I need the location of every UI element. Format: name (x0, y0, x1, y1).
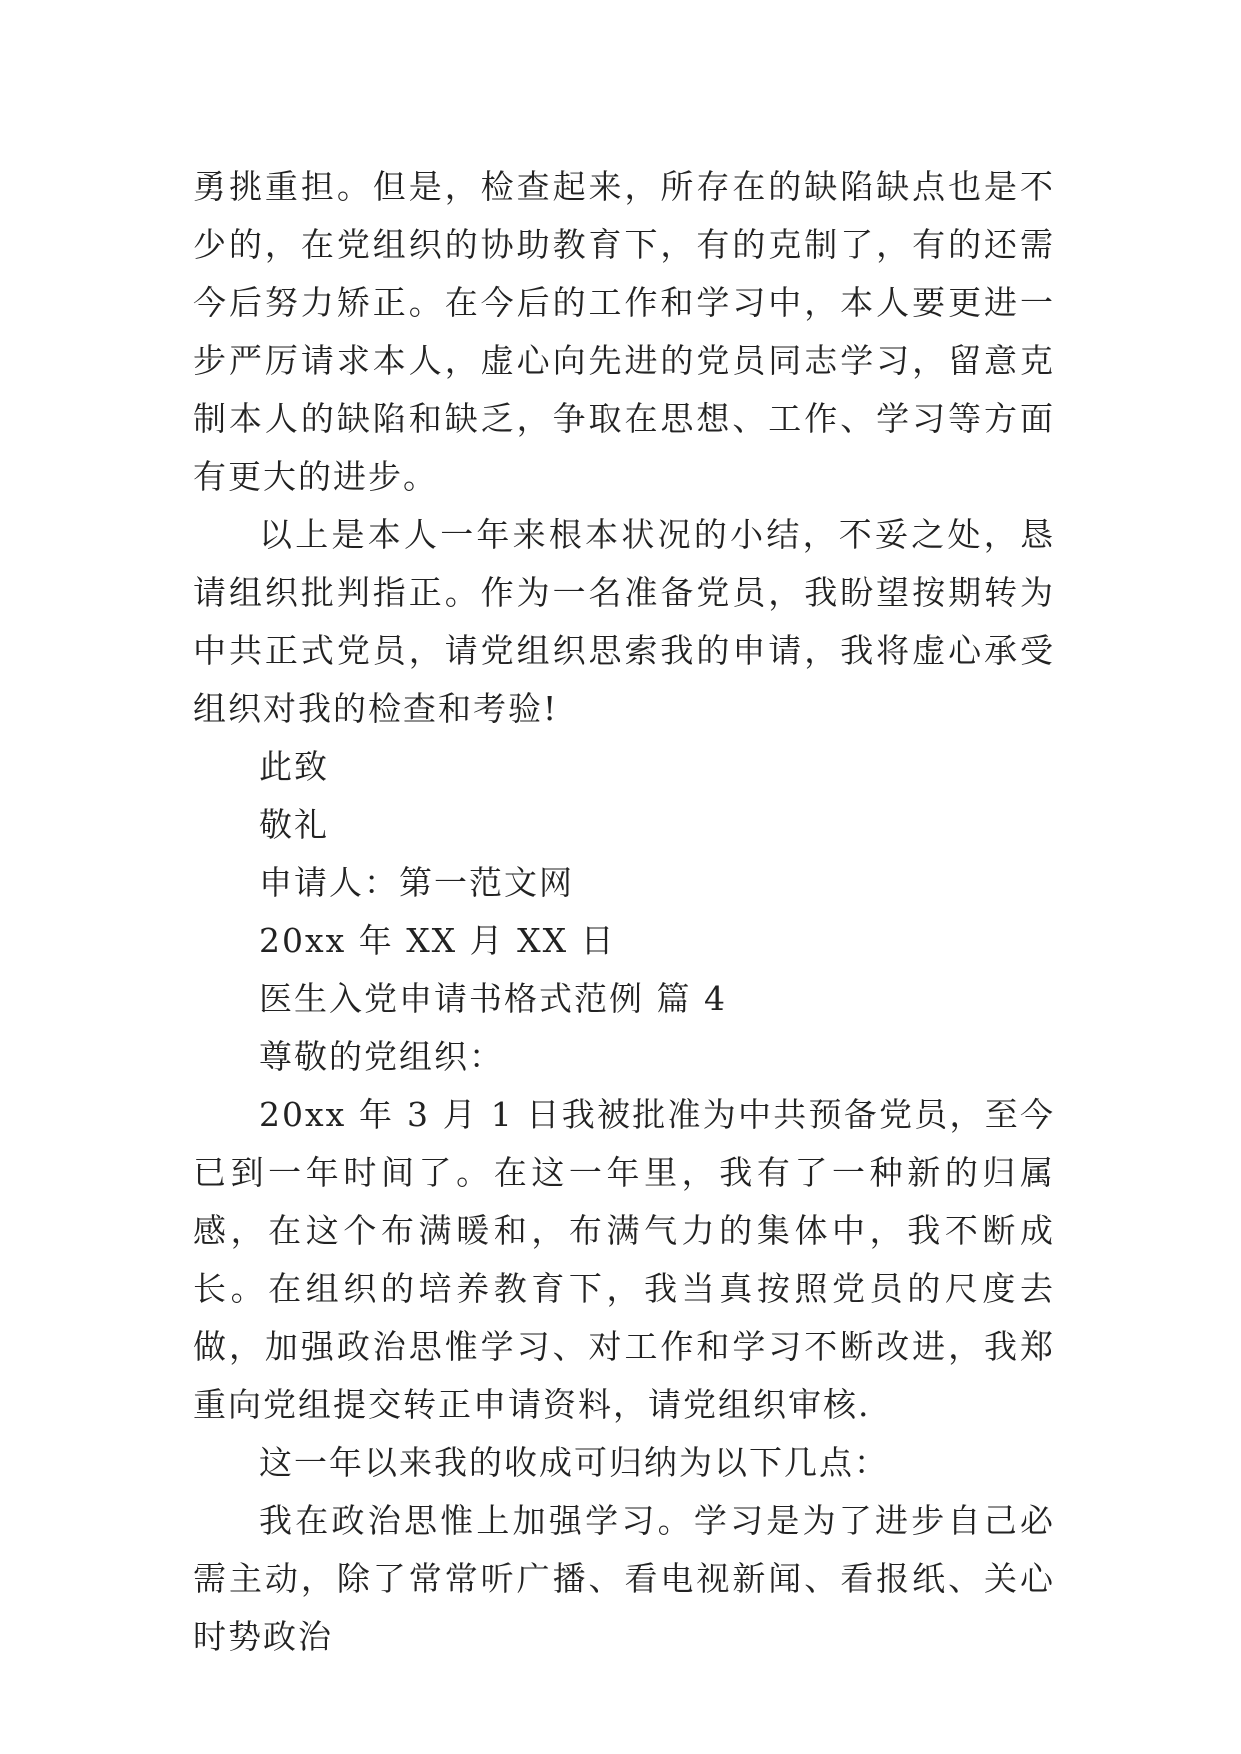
paragraph-political-study: 我在政治思惟上加强学习。学习是为了进步自己必需主动，除了常常听广播、看电视新闻、看报纸、关心时势政治 (193, 1501, 1055, 1656)
greeting: 尊敬的党组织： (259, 1037, 504, 1076)
paragraph-gains-intro: 这一年以来我的收成可归纳为以下几点： (259, 1443, 889, 1482)
paragraph-intro: 20xx 年 3 月 1 日我被批准为中共预备党员，至今已到一年时间了。在这一年里，我有了一种新的归属感，在这个布满暖和，布满气力的集体中，我不断成长。在组织的培养教育下，我当真按照党员的尺度去做，加强政治思惟学习、对工作和学习不断改进，我郑重向党组提交转正申请资料，请党组织审核. (193, 1095, 1055, 1424)
document-body (193, 158, 1055, 1666)
section-title: 医生入党申请书格式范例 篇 4 (259, 979, 727, 1018)
closing-salutation-1: 此致 (259, 747, 329, 786)
applicant-signature: 申请人：第一范文网 (259, 863, 574, 902)
date-line: 20xx 年 XX 月 XX 日 (259, 921, 616, 960)
paragraph-summary: 以上是本人一年来根本状况的小结，不妥之处，恳请组织批判指正。作为一名准备党员，我盼望按期转为中共正式党员，请党组织思索我的申请，我将虚心承受组织对我的检查和考验! (193, 515, 1055, 728)
closing-salutation-2: 敬礼 (259, 805, 329, 844)
paragraph-continuation: 勇挑重担。但是，检查起来，所存在的缺陷缺点也是不少的，在党组织的协助教育下，有的克制了，有的还需今后努力矫正。在今后的工作和学习中，本人要更进一步严厉请求本人，虚心向先进的党员同志学习，留意克制本人的缺陷和缺乏，争取在思想、工作、学习等方面有更大的进步。 (193, 167, 1055, 496)
